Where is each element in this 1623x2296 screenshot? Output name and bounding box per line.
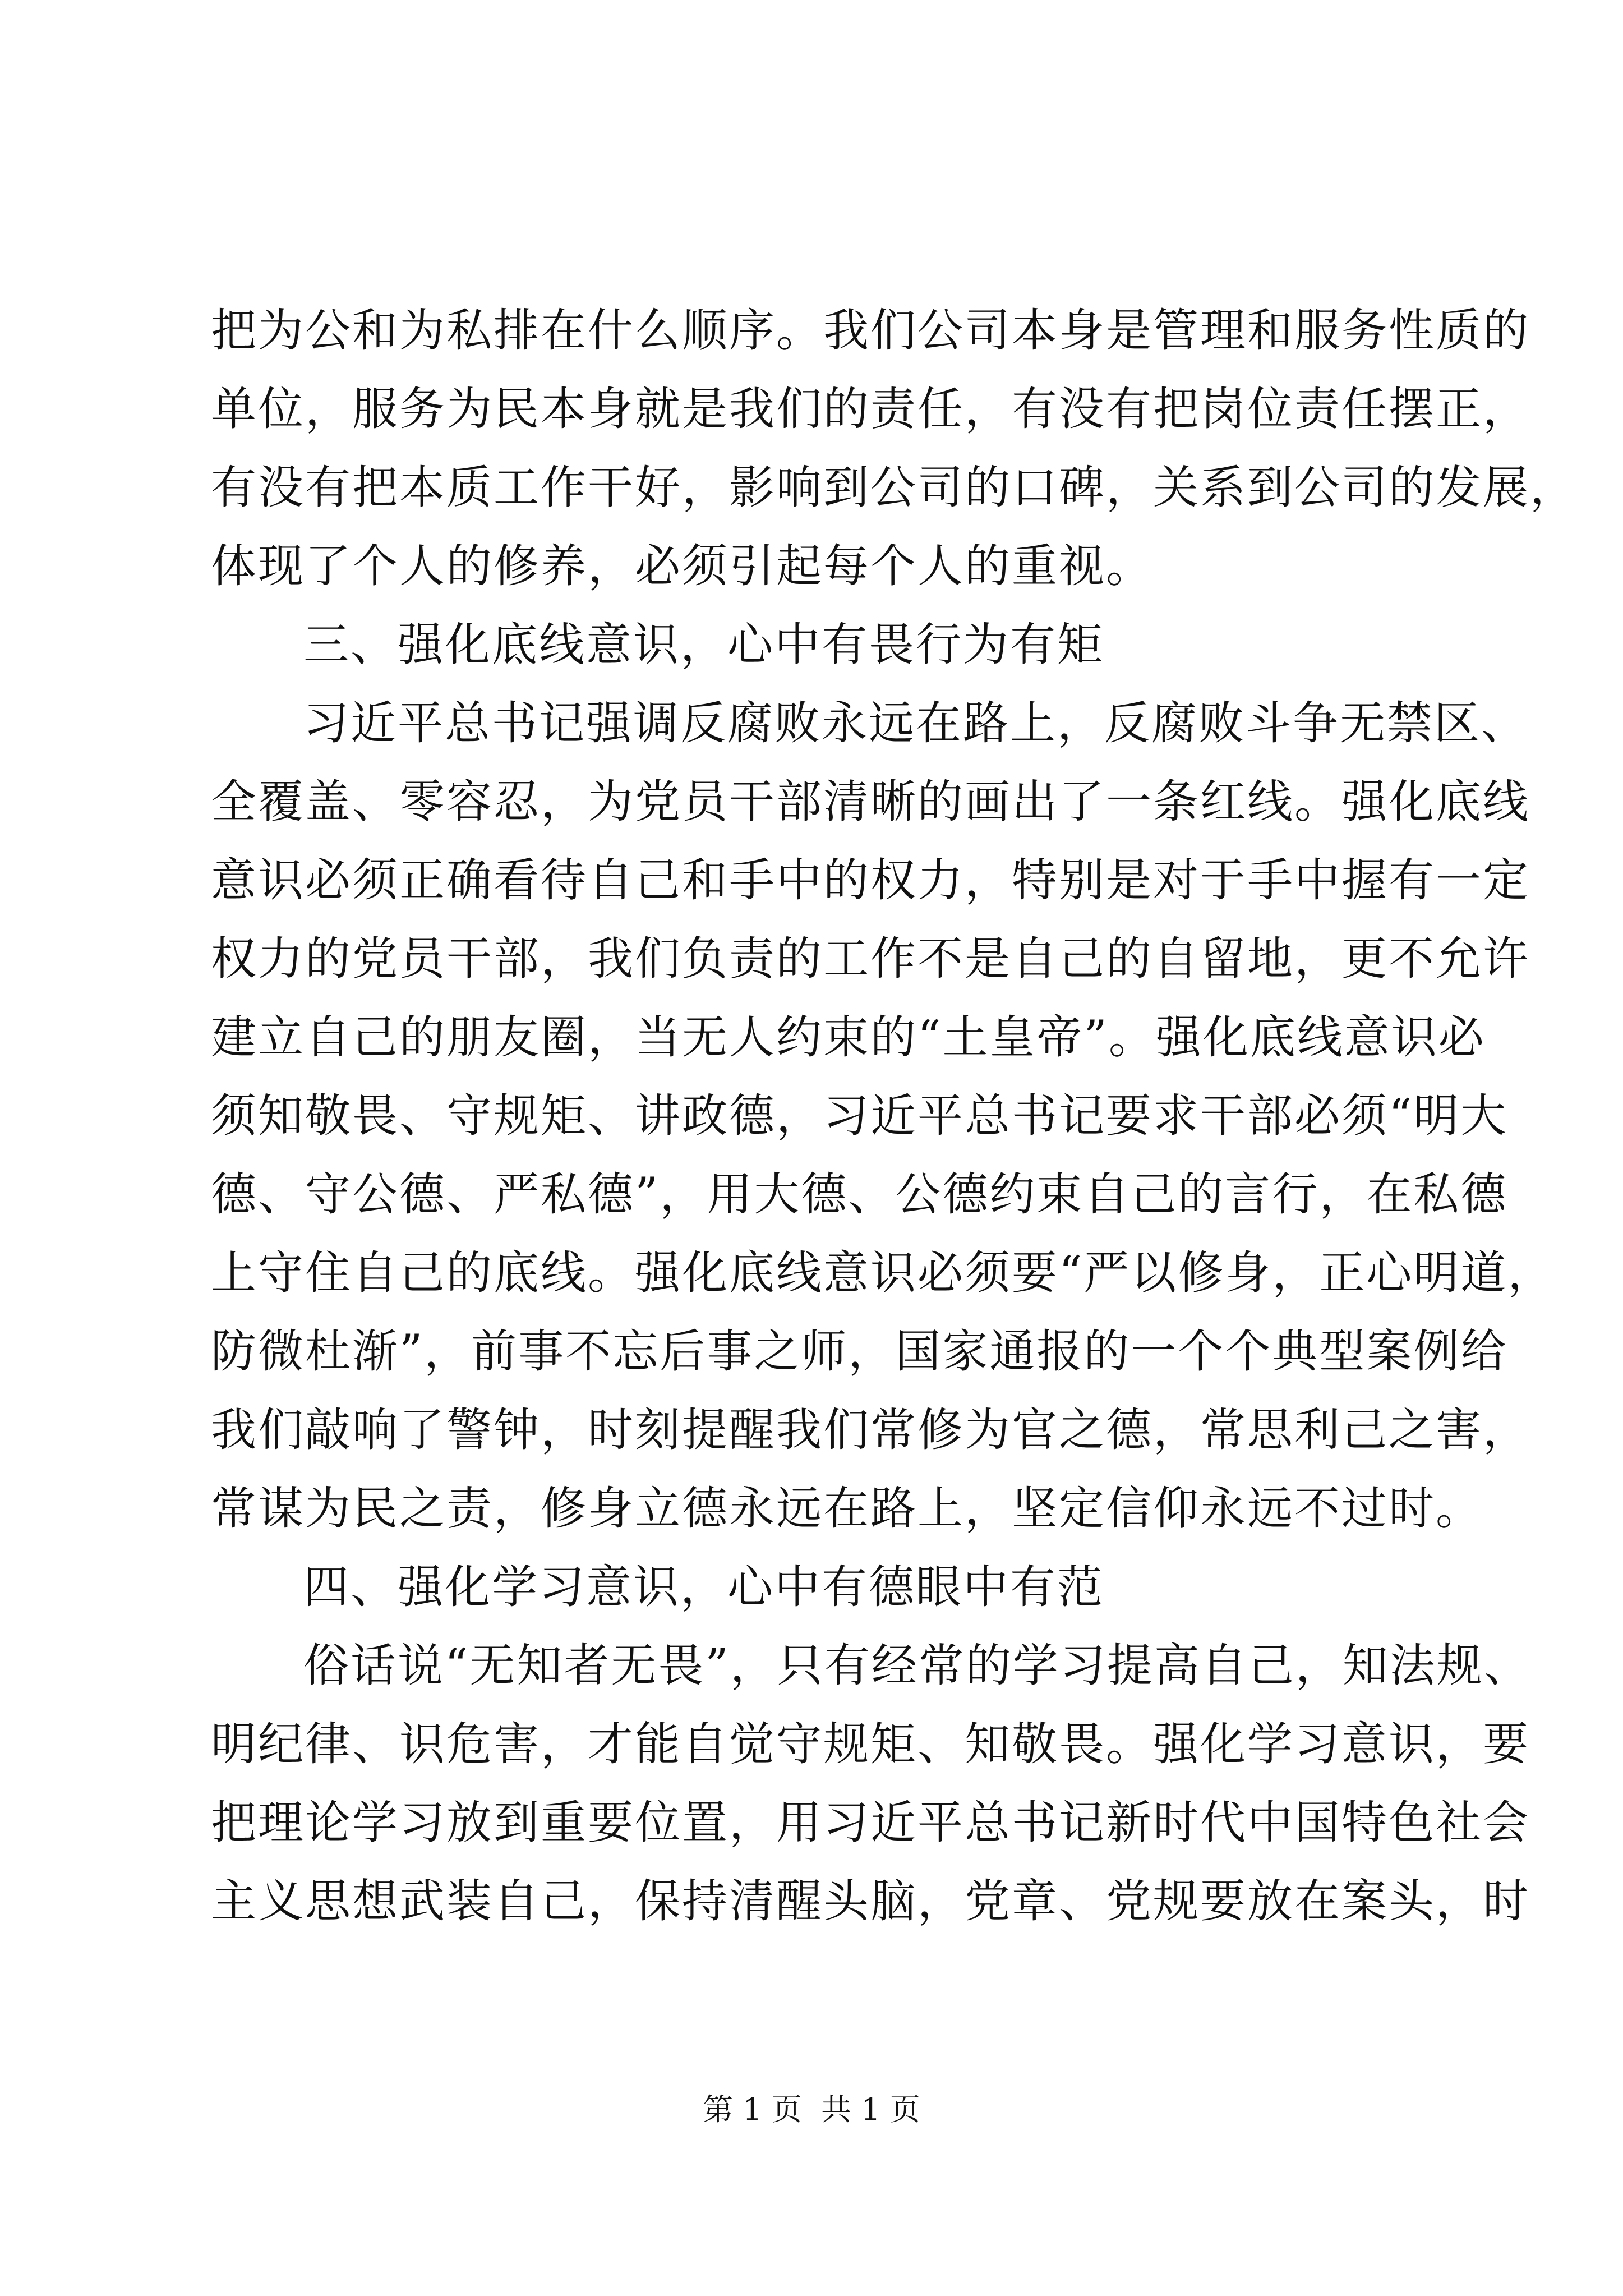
- body-line: 德、守公德、严私德”，用大德、公德约束自己的言行，在私德: [211, 1168, 1508, 1221]
- body-line: 把理论学习放到重要位置，用习近平总书记新时代中国特色社会: [211, 1797, 1530, 1849]
- body-line: 上守住自己的底线。强化底线意识必须要“严以修身，正心明道，: [211, 1247, 1555, 1300]
- section-heading-3: 三、强化底线意识，心中有畏行为有矩: [303, 619, 1105, 671]
- body-line: 我们敲响了警钟，时刻提醒我们常修为官之德，常思利己之害，: [211, 1404, 1530, 1457]
- body-line: 常谋为民之责，修身立德永远在路上，坚定信仰永远不过时。: [211, 1483, 1483, 1535]
- paragraph-first-line: 习近平总书记强调反腐败永远在路上，反腐败斗争无禁区、: [303, 697, 1529, 750]
- body-line: 单位，服务为民本身就是我们的责任，有没有把岗位责任摆正，: [211, 383, 1530, 436]
- body-line: 主义思想武装自己，保持清醒头脑，党章、党规要放在案头，时: [211, 1875, 1530, 1928]
- body-line: 防微杜渐”，前事不忘后事之师，国家通报的一个个典型案例给: [211, 1326, 1508, 1378]
- section-heading-4: 四、强化学习意识，心中有德眼中有范: [303, 1561, 1105, 1614]
- page-footer: 第 1 页 共 1 页: [703, 2092, 920, 2127]
- body-line: 把为公和为私排在什么顺序。我们公司本身是管理和服务性质的: [211, 305, 1530, 357]
- paragraph-first-line: 俗话说“无知者无畏”，只有经常的学习提高自己，知法规、: [303, 1640, 1531, 1692]
- body-line: 建立自己的朋友圈，当无人约束的“土皇帝”。强化底线意识必: [211, 1011, 1486, 1064]
- body-line: 全覆盖、零容忍，为党员干部清晰的画出了一条红线。强化底线: [211, 776, 1530, 829]
- body-line: 体现了个人的修养，必须引起每个人的重视。: [211, 540, 1154, 593]
- body-line: 须知敬畏、守规矩、讲政德，习近平总书记要求干部必须“明大: [211, 1090, 1508, 1143]
- body-line: 明纪律、识危害，才能自觉守规矩、知敬畏。强化学习意识，要: [211, 1718, 1530, 1771]
- body-line: 意识必须正确看待自己和手中的权力，特别是对于手中握有一定: [211, 854, 1530, 907]
- body-line: 有没有把本质工作干好，影响到公司的口碑，关系到公司的发展，: [211, 462, 1578, 514]
- body-line: 权力的党员干部，我们负责的工作不是自己的自留地，更不允许: [211, 933, 1530, 986]
- document-body: [211, 292, 1578, 1941]
